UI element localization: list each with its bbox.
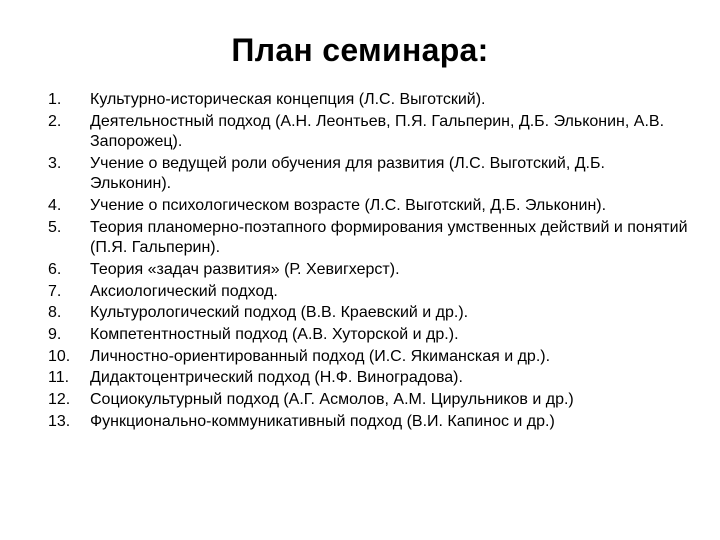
seminar-plan-list	[48, 90, 688, 433]
item-text: Компетентностный подход (А.В. Хуторской и др.).	[90, 326, 459, 343]
item-text: Учение о психологическом возрасте (Л.С. Выготский, Д.Б. Эльконин).	[90, 197, 607, 215]
plan-item-10	[48, 347, 688, 368]
plan-item-3	[48, 154, 688, 195]
item-text: Функционально-коммуникативный подход (В.И. Капинос и др.)	[90, 412, 555, 430]
item-number: 10.	[48, 347, 71, 365]
item-text: Личностно-ориентированный подход (И.С. Якиманская и др.).	[90, 347, 551, 365]
plan-item-11	[48, 368, 688, 389]
item-number: 7.	[48, 282, 62, 300]
plan-item-1	[48, 90, 688, 111]
plan-item-13	[48, 412, 688, 433]
item-number: 4.	[48, 197, 62, 215]
item-number: 2.	[48, 112, 62, 130]
plan-item-7	[48, 282, 688, 303]
item-number: 6.	[48, 260, 62, 278]
item-text: Дидактоцентрический подход (Н.Ф. Виноградова).	[90, 369, 463, 387]
plan-item-2	[48, 112, 688, 153]
item-number: 12.	[48, 391, 71, 409]
item-number: 1.	[48, 91, 62, 108]
plan-item-9	[48, 325, 688, 346]
item-text: Культурно-историческая концепция (Л.С. Выготский).	[90, 91, 486, 108]
item-number: 5.	[48, 218, 62, 236]
plan-item-5	[48, 218, 688, 259]
slide-title: План семинара:	[231, 32, 489, 68]
item-text: Социокультурный подход (А.Г. Асмолов, А.М. Цирульников и др.)	[90, 391, 574, 409]
item-text: Теория «задач развития» (Р. Хевигхерст).	[90, 260, 400, 278]
item-number: 11.	[48, 369, 70, 387]
plan-item-8	[48, 303, 688, 324]
item-text: Деятельностный подход (А.Н. Леонтьев, П.Я. Гальперин, Д.Б. Эльконин, А.В. Запорожец).	[90, 112, 665, 151]
item-text: Учение о ведущей роли обучения для развития (Л.С. Выготский, Д.Б. Эльконин).	[90, 154, 605, 193]
plan-item-6	[48, 260, 688, 281]
item-text: Аксиологический подход.	[90, 282, 278, 300]
item-number: 8.	[48, 304, 62, 322]
plan-item-4	[48, 196, 688, 217]
item-number: 13.	[48, 412, 71, 430]
item-text: Культурологический подход (В.В. Краевский и др.).	[90, 304, 469, 322]
item-number: 3.	[48, 154, 62, 172]
item-text: Теория планомерно-поэтапного формирования умственных действий и понятий (П.Я. Гальперин).	[90, 218, 688, 257]
item-number: 9.	[48, 326, 62, 343]
plan-item-12	[48, 390, 688, 411]
